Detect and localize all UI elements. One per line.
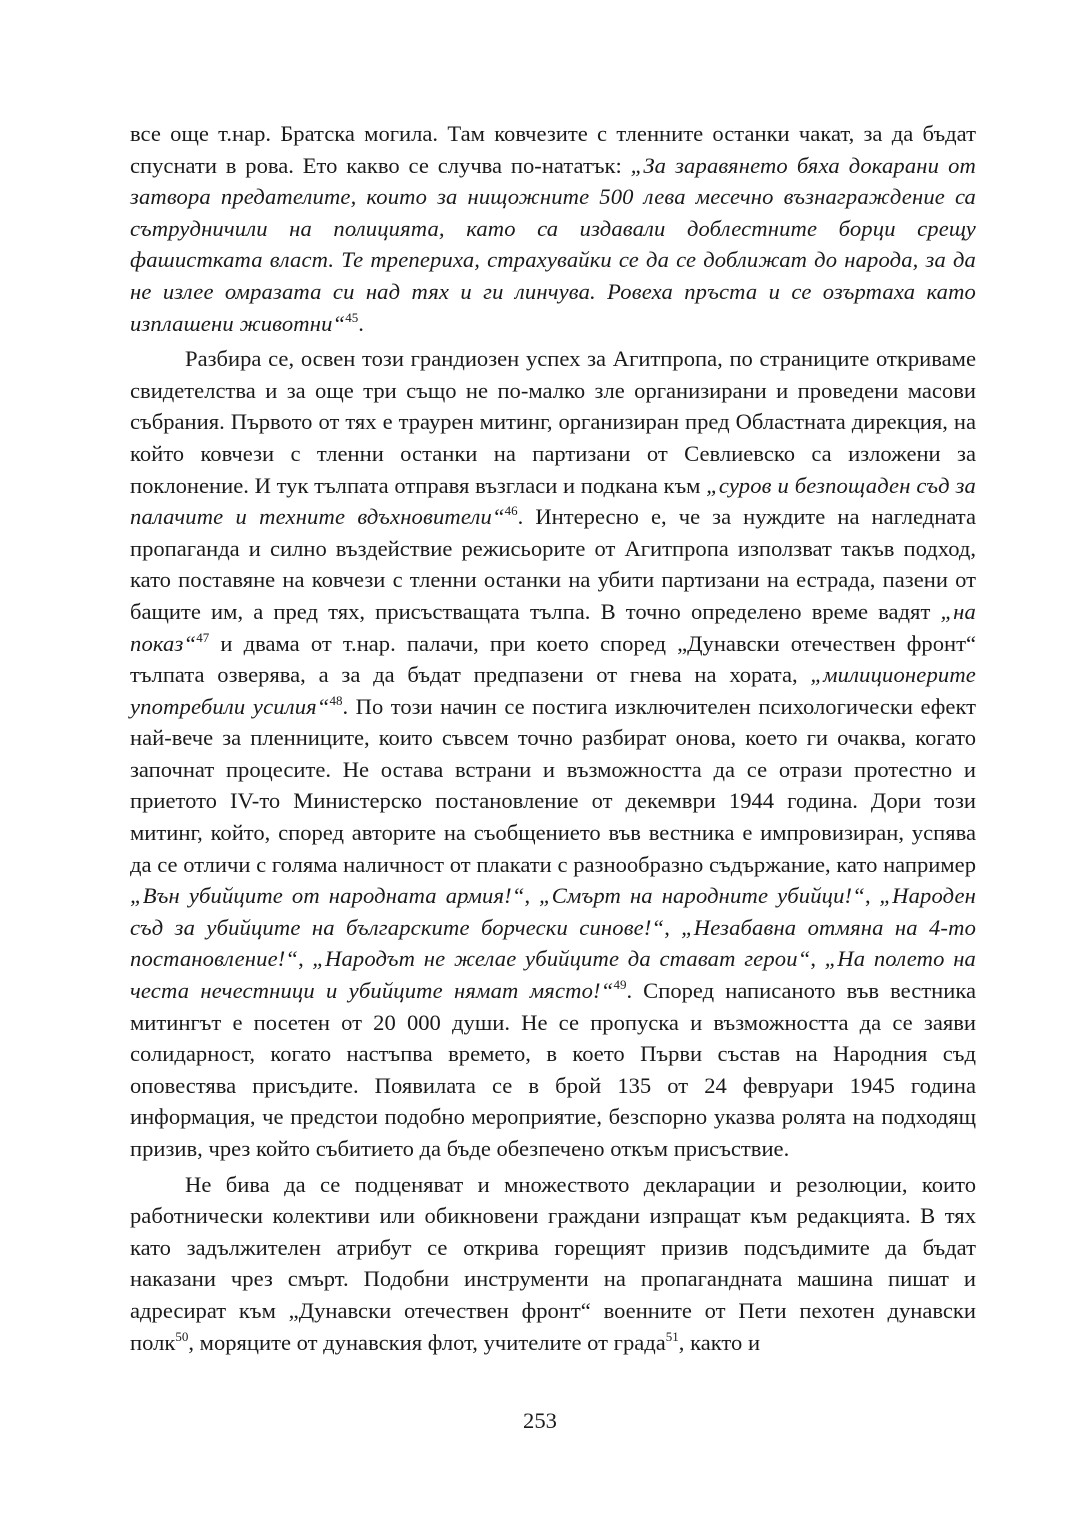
text-run: Не бива да се подценяват и множеството декларации и резолюции, които работнически колективи или обикновени граждани изпращат към редакцията. В тях като задължителен атрибут се открива горещият призив подсъдимите да бъдат наказани чрез смърт. Подобни инструменти на пропагандната машина пишат и адресират към „Дунавски отечествен фронт“ военните от Пети пехотен дунавски полк — [130, 1171, 976, 1355]
quotation: „милиционерите употребили усилия“ — [130, 662, 976, 719]
footnote-ref: 49 — [613, 977, 627, 993]
page-body — [130, 118, 976, 1358]
text-run: , както и — [678, 1329, 761, 1355]
text-run: , — [524, 883, 539, 909]
text-run: . — [358, 310, 364, 336]
footnote-ref: 48 — [329, 692, 343, 708]
quotation: „Смърт на народните убийци!“ — [539, 883, 865, 909]
paragraph-container — [130, 118, 976, 1358]
quotation: „суров и безпощаден съд за палачите и техните вдъхновители“ — [130, 472, 976, 530]
text-run: . По този начин се постига изключителен психологически ефект най-вече за пленниците, които съвсем точно разбират онова, което ги очаква, когато започнат процесите. Не остава встрани и възможността да се отрази протестно и приетото IV-то Министерско постановление от декември 1944 година. Дори този митинг, който, според авторите на съобщението във вестника е импровизиран, успява да се отличи с голяма наличност от плакати с разнообразно съдържание, като например — [130, 693, 976, 877]
footnote-ref: 47 — [196, 629, 210, 645]
quotation: „Вън убийците от народната армия!“ — [130, 883, 525, 909]
text-run: все още т.нар. Братска могила. Там ковчезите с тленните останки чакат, за да бъдат спуснати в рова. Ето какво се случва по-нататък: — [130, 121, 976, 178]
quotation: „На полето на честа нечестници и убийците нямат място!“ — [130, 946, 977, 1004]
text-run: , — [298, 946, 313, 972]
paragraph — [130, 343, 976, 1164]
text-run: и двама от т.нар. палачи, при което според „Дунавски отечествен фронт“ тълпата озверява, а за да бъдат предпазени от гнева на хората, — [130, 630, 976, 688]
quotation: „За заравянето бяха докарани от затвора предателите, които за нищожните 500 лева месечно възнаграждение са сътрудничили на полицията, като са издавали доблестните борци срещу фашистката власт. Те трепериха, страхувайки се да се доближат до народа, за да не излее омразата си над тях и ги линчува. Ровеха пръста и се озъртаха като изплашени животни“ — [130, 152, 976, 336]
quotation: „Народът не желае убийците да стават герои“ — [312, 946, 811, 972]
paragraph — [130, 1169, 976, 1359]
footnote-ref: 51 — [665, 1328, 679, 1344]
footnote-ref: 46 — [504, 503, 518, 519]
page-number: 253 — [523, 1408, 557, 1433]
quotation: „Незабавна отмяна на 4-то постановление!“ — [130, 914, 977, 972]
text-run: . Интересно е, че за нуждите на нагледната пропаганда и силно въздействие режисьорите от Агитпропа използват такъв подход, като поставяне на ковчези с тленни останки на убити партизани на естрада, пазени от бащите им, а пред тях, присъстващата тълпа. В точно определено време вадят — [130, 504, 976, 624]
text-run: Разбира се, освен този грандиозен успех за Агитпропа, по страниците откриваме свидетелства и за още три също не по-малко зле организирани и проведени масови събрания. Първото от тях е траурен митинг, организиран пред Областната дирекция, на който ковчези с тленни останки на партизани от Севлиевско са изложени за поклонение. И тук тълпата отправя възгласи и подкана към — [130, 346, 976, 498]
text-run: , — [810, 946, 825, 972]
text-run: . Според написаното във вестника митингът е посетен от 20 000 души. Не се пропуска и възможността да се заяви солидарност, когато настъпва времето, в което Първи състав на Народния съд оповестява присъдите. Появилата се в брой 135 от 24 февруари 1945 година информация, че предстои подобно мероприятие, безспорно указва ролята на подходящ призив, чрез който събитието да бъде обезпечено откъм присъствие. — [130, 978, 976, 1161]
text-run: , — [664, 914, 682, 940]
quotation: „Народен съд за убийците на българските борчески синове!“ — [130, 883, 977, 940]
footnote-ref: 50 — [175, 1328, 189, 1344]
paragraph — [130, 118, 976, 339]
footnote-ref: 45 — [345, 309, 359, 325]
text-run: , моряците от дунавския флот, учителите от града — [188, 1329, 666, 1355]
text-run: , — [864, 883, 880, 909]
quotation: „на показ“ — [130, 598, 976, 656]
